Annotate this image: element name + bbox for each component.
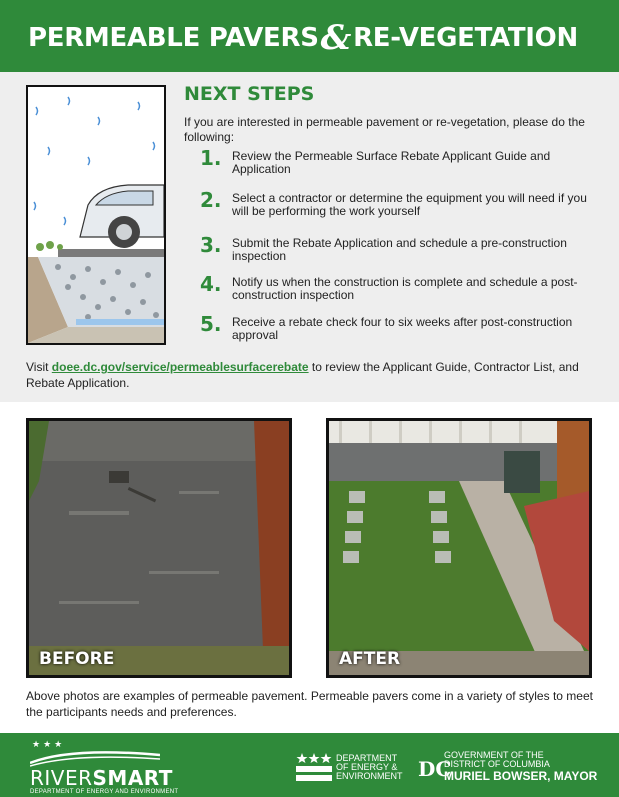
step-number: 5.: [200, 312, 222, 336]
doee-line-3: ENVIRONMENT: [336, 771, 403, 781]
riversmart-logo: [30, 766, 173, 790]
next-steps-intro: If you are interested in permeable pavement or re-vegetation, please do the following:: [184, 115, 585, 144]
step-number: 2.: [200, 188, 222, 212]
footer: [0, 733, 619, 797]
gov-line-1: GOVERNMENT OF THE: [444, 750, 544, 760]
doee-text: [336, 754, 403, 781]
asphalt-driveway-icon: [29, 421, 289, 675]
visit-suffix: to review the Applicant Guide, Contractor List, and Rebate Application.: [26, 360, 579, 390]
before-label: BEFORE: [39, 649, 115, 669]
car-on-pavers-icon: [28, 87, 164, 343]
government-text: [444, 751, 550, 769]
step-text: Notify us when the construction is complete and schedule a post-construction inspection: [232, 275, 578, 302]
rebate-link[interactable]: doee.dc.gov/service/permeablesurfacerebate: [51, 360, 309, 374]
title-part-2: RE-VEGETATION: [353, 23, 578, 53]
before-photo: [26, 418, 292, 678]
next-steps-title: NEXT STEPS: [184, 83, 315, 105]
title-ampersand: &: [320, 18, 352, 58]
dc-flag-icon: [296, 751, 332, 781]
step-text: Review the Permeable Surface Rebate Applicant Guide and Application: [232, 149, 551, 176]
doee-line-1: DEPARTMENT: [336, 753, 398, 763]
riversmart-subtitle: DEPARTMENT OF ENERGY AND ENVIRONMENT: [30, 789, 179, 795]
step-text: Receive a rebate check four to six weeks after post-construction approval: [232, 315, 573, 342]
step-number: 1.: [200, 146, 222, 170]
gov-line-2: DISTRICT OF COLUMBIA: [444, 759, 550, 769]
visit-prefix: Visit: [26, 360, 52, 374]
step-text: Submit the Rebate Application and schedule a pre-construction inspection: [232, 236, 567, 263]
header-banner: [0, 0, 619, 72]
after-label: AFTER: [339, 649, 401, 669]
page-title: [28, 18, 578, 58]
doee-line-2: OF ENERGY &: [336, 762, 398, 772]
river-wave-icon: [30, 749, 160, 767]
doee-logo: [296, 751, 406, 781]
mayor-name: MURIEL BOWSER, MAYOR: [444, 769, 598, 783]
grass-pavers-icon: [329, 421, 589, 675]
dc-government-logo: [418, 749, 608, 783]
visit-text: [26, 359, 601, 391]
dc-mark: DC: [418, 757, 452, 781]
step-number: 3.: [200, 233, 222, 257]
permeable-paver-illustration: [26, 85, 166, 345]
riversmart-part-1: RIVER: [30, 766, 93, 790]
step-text: Select a contractor or determine the equipment you will need if you will be performing the work yourself: [232, 191, 587, 218]
after-photo: [326, 418, 592, 678]
step-number: 4.: [200, 272, 222, 296]
photo-caption: Above photos are examples of permeable pavement. Permeable pavers come in a variety of styles to meet the participants needs and preferences.: [26, 689, 593, 719]
title-part-1: PERMEABLE PAVERS: [28, 23, 319, 53]
stars-icon: ★★★: [32, 739, 66, 749]
riversmart-part-2: SMART: [92, 766, 173, 790]
